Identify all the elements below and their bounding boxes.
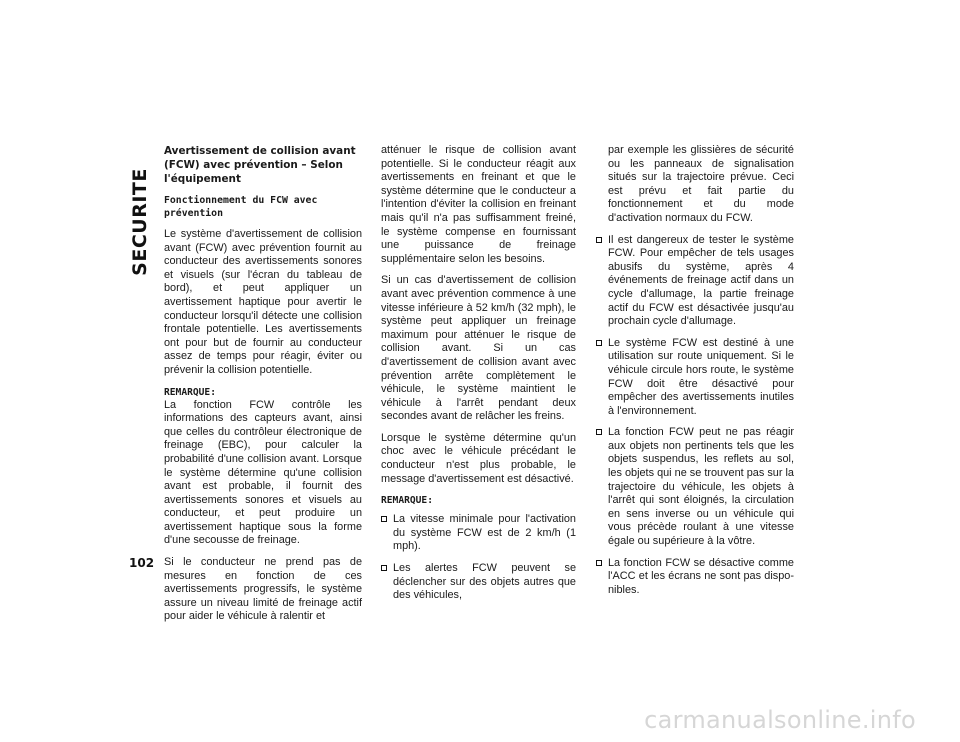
column-1	[164, 144, 362, 632]
checkbox-bullet-icon	[381, 565, 387, 571]
list-item	[596, 234, 794, 329]
list-item-text: par exemple les glissières de sécurité ou les panneaux de signalisation situés sur la trajectoire prévue. Ceci est prévu et fait partie du fonctionnement et du mode d'activation normaux du FCW.	[608, 144, 794, 224]
column-2	[381, 144, 576, 611]
column-3	[596, 144, 794, 605]
remark-text: La fonction FCW contrôle les informations des capteurs avant, ainsi que celles du contrôleur électronique de freinage (EBC), pour calculer la probabilité d'une collision avant. Lorsque le système détermine qu'une collision avant est probable, il fournit des avertissements sonores et visuels au conducteur, et peut produire un avertissement haptique sous la forme d'une secousse de freinage.	[164, 398, 362, 547]
list-item	[596, 426, 794, 548]
paragraph: Lorsque le système détermine qu'un choc avec le véhicule précédant le conducteur n'est plus probable, le message d'avertissement est désactivé.	[381, 431, 576, 485]
watermark: carmanualsonline.info	[644, 706, 916, 734]
list-item-text: La fonction FCW se désactive comme l'ACC et les écrans ne sont pas disponibles.	[608, 556, 794, 596]
paragraph: atténuer le risque de collision avant potentielle. Si le conducteur réagit aux avertissements en freinant et que le système détermine que le conducteur a l'intention d'éviter la collision en freinant mais qu'il n'a pas suffisamment freiné, le système compense en fournissant une puissance de freinage supplémentaire selon les besoins.	[381, 144, 576, 265]
remark-bullet-list	[596, 144, 794, 597]
list-item-text: La fonction FCW peut ne pas réagir aux objets non pertinents tels que les objets suspendus, les reflets au sol, les objets qui ne se trouvent pas sur la trajectoire du véhicule, les objets à l'arrêt qui sont éloignés, la circulation en sens inverse ou un véhicule qui vous précède roulant à une vitesse égale ou supérieure à la vôtre.	[608, 426, 794, 548]
subsection-title: Fonctionnement du FCW avec prévention	[164, 195, 318, 219]
checkbox-bullet-icon	[596, 560, 602, 566]
paragraph: Si le conducteur ne prend pas de mesures en fonction de ces avertissements progressifs, le système assure un niveau limité de freinage actif pour aider le véhicule à ralentir et	[164, 556, 362, 623]
remark-bullet-list	[381, 513, 576, 603]
list-item	[596, 337, 794, 419]
remark-block	[164, 386, 362, 549]
section-tab-label: SECURITE	[129, 168, 151, 276]
list-item-text: Il est dangereux de tester le système FCW. Pour empêcher de tels usages abusifs du système, après 4 événements de freinage actif dans un cycle d'allumage, la partie freinage actif du FCW est désactivée jusqu'au prochain cycle d'allumage.	[608, 233, 794, 328]
checkbox-bullet-icon	[381, 516, 387, 522]
checkbox-bullet-icon	[596, 237, 602, 243]
list-item-text: Le système FCW est destiné à une utilisation sur route uniquement. Si le véhicule circule hors route, le système FCW doit être désactivé pour empêcher des avertissements inutiles à l'environnement.	[608, 336, 794, 417]
checkbox-bullet-icon	[596, 429, 602, 435]
list-item	[381, 513, 576, 554]
list-item-continuation	[596, 144, 794, 226]
list-item	[596, 557, 794, 598]
section-tab	[128, 166, 152, 278]
remark-block	[381, 494, 576, 507]
section-title: Avertissement de collision avant (FCW) avec prévention – Selon l'équipement	[164, 145, 356, 185]
list-item	[381, 562, 576, 603]
paragraph: Le système d'avertissement de collision avant (FCW) avec prévention fournit au conducteur des avertissements sonores et visuels (sur l'écran du tableau de bord), et peut appliquer un avertissement haptique pour avertir le conducteur lorsqu'il détecte une collision frontale potentielle. Les avertissements ont pour but de fournir au conducteur assez de temps pour réagir, éviter ou prévenir la collision potentielle.	[164, 228, 362, 376]
list-item-text: Les alertes FCW peuvent se déclencher sur des objets autres que des véhicules,	[393, 562, 576, 602]
remark-label: REMARQUE:	[164, 386, 216, 398]
list-item-text: La vitesse minimale pour l'activation du système FCW est de 2 km/h (1 mph).	[393, 513, 576, 553]
paragraph: Si un cas d'avertissement de collision avant avec prévention commence à une vitesse inférieure à 52 km/h (32 mph), le système peut appliquer un freinage maximum pour atténuer le risque de collision avant. Si un cas d'avertissement de collision avant avec prévention arrête complètement le véhicule, le système maintient le véhicule à l'arrêt pendant deux secondes avant de relâcher les freins.	[381, 274, 576, 423]
remark-label: REMARQUE:	[381, 495, 433, 507]
checkbox-bullet-icon	[596, 340, 602, 346]
page-number: 102	[129, 556, 155, 570]
